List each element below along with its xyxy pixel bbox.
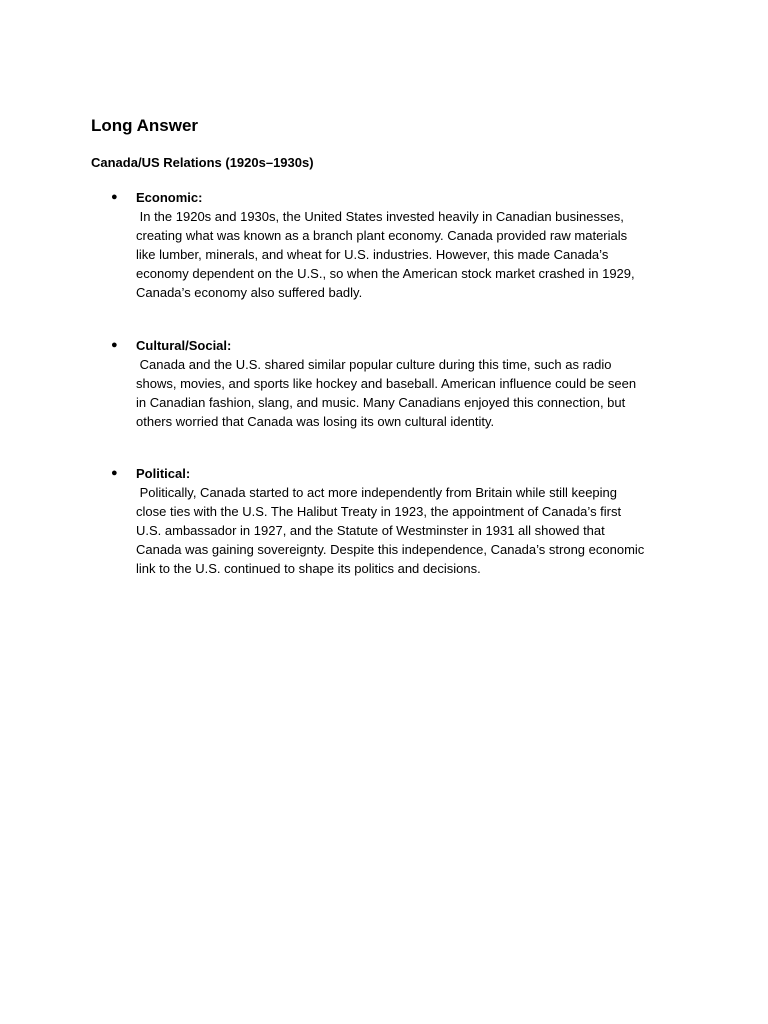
section-body-political bbox=[136, 483, 688, 578]
body-line: others worried that Canada was losing its own cultural identity. bbox=[136, 414, 495, 429]
section-heading-economic: Economic: bbox=[136, 190, 203, 205]
section-body-cultural-social bbox=[136, 355, 688, 431]
body-line: In the 1920s and 1930s, the United States invested heavily in Canadian businesses, bbox=[136, 209, 624, 224]
body-line: close ties with the U.S. The Halibut Treaty in 1923, the appointment of Canada’s first bbox=[136, 504, 622, 519]
bullet-icon: ● bbox=[111, 191, 118, 203]
body-line: Canada and the U.S. shared similar popular culture during this time, such as radio bbox=[136, 357, 612, 372]
section-body-economic bbox=[136, 207, 688, 302]
body-line: economy dependent on the U.S., so when the American stock market crashed in 1929, bbox=[136, 266, 635, 281]
body-line: U.S. ambassador in 1927, and the Statute of Westminster in 1931 all showed that bbox=[136, 523, 605, 538]
body-line: Canada was gaining sovereignty. Despite this independence, Canada’s strong economic bbox=[136, 542, 645, 557]
bullet-icon: ● bbox=[111, 339, 118, 351]
body-line: Canada’s economy also suffered badly. bbox=[136, 285, 363, 300]
section-heading-political: Political: bbox=[136, 466, 191, 481]
document-subtitle: Canada/US Relations (1920s–1930s) bbox=[91, 155, 314, 170]
body-line: creating what was known as a branch plant economy. Canada provided raw materials bbox=[136, 228, 628, 243]
body-line: like lumber, minerals, and wheat for U.S. industries. However, this made Canada’s bbox=[136, 247, 609, 262]
document-title: Long Answer bbox=[91, 116, 199, 135]
body-line: shows, movies, and sports like hockey and baseball. American influence could be seen bbox=[136, 376, 637, 391]
bullet-icon: ● bbox=[111, 467, 118, 479]
body-line: in Canadian fashion, slang, and music. Many Canadians enjoyed this connection, but bbox=[136, 395, 626, 410]
body-line: link to the U.S. continued to shape its politics and decisions. bbox=[136, 561, 481, 576]
body-line: Politically, Canada started to act more independently from Britain while still keeping bbox=[136, 485, 617, 500]
section-heading-cultural-social: Cultural/Social: bbox=[136, 338, 232, 353]
